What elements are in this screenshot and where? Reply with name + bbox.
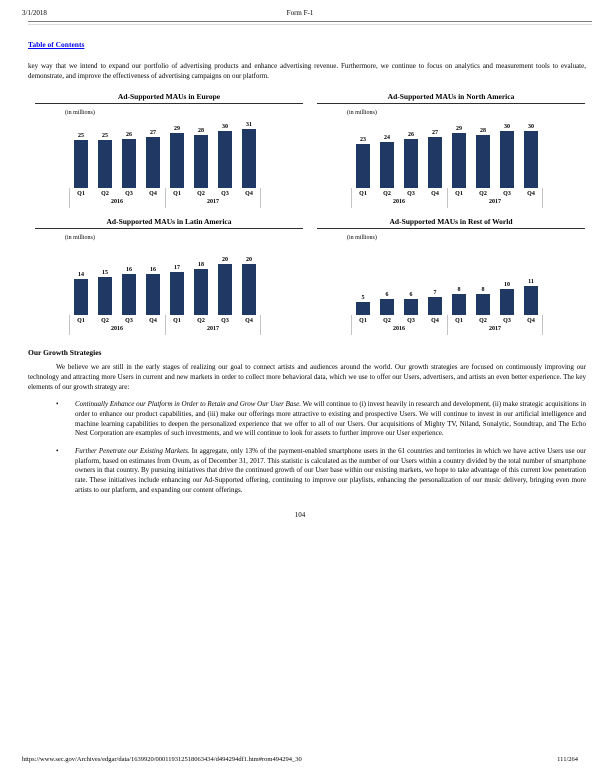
axis-separator <box>165 315 166 335</box>
bar-cell <box>519 279 543 315</box>
chart-units-label: (in millions) <box>347 235 377 242</box>
bar-cell <box>93 133 117 188</box>
year-group-label: 2017 <box>489 199 501 206</box>
bar <box>428 137 442 188</box>
axis-separator <box>542 315 543 335</box>
bar-cell <box>141 130 165 188</box>
chart-x-axis <box>351 188 543 208</box>
bar-value-label: 20 <box>246 257 252 264</box>
bar <box>98 140 112 188</box>
chart-x-axis <box>69 315 261 335</box>
bar <box>170 272 184 315</box>
x-tick-label: Q1 <box>455 318 463 325</box>
x-tick-label: Q4 <box>431 191 439 198</box>
bullet-item <box>56 447 586 495</box>
bar-value-label: 27 <box>150 130 156 137</box>
x-tick-label: Q1 <box>455 191 463 198</box>
bar-cell <box>519 124 543 188</box>
bar-value-label: 11 <box>528 279 534 286</box>
section-heading: Our Growth Strategies <box>28 348 102 358</box>
x-tick-label: Q1 <box>173 318 181 325</box>
bar <box>218 131 232 188</box>
print-footer <box>22 756 578 763</box>
bar-value-label: 31 <box>246 122 252 129</box>
bar-value-label: 28 <box>198 128 204 135</box>
bar-value-label: 8 <box>481 287 485 294</box>
x-tick-label: Q3 <box>125 191 133 198</box>
chart-plot-area <box>69 116 261 208</box>
bar <box>356 144 370 188</box>
bar-value-label: 25 <box>102 133 108 140</box>
x-tick-label: Q4 <box>527 191 535 198</box>
bar-cell <box>495 124 519 188</box>
bar-cell <box>471 128 495 188</box>
chart-title: Ad-Supported MAUs in North America <box>387 92 515 102</box>
bar <box>98 277 112 315</box>
bullet-lead-italic: Further Penetrate our Existing Markets. <box>75 446 190 455</box>
bar <box>356 302 370 315</box>
year-group-label: 2017 <box>207 199 219 206</box>
axis-separator <box>165 188 166 208</box>
bar <box>242 264 256 315</box>
bar-cell <box>237 257 261 315</box>
bar-cell <box>69 272 93 315</box>
x-tick-label: Q2 <box>479 191 487 198</box>
bar <box>170 133 184 188</box>
bar-value-label: 24 <box>384 135 390 142</box>
axis-separator <box>260 188 261 208</box>
bar-value-label: 20 <box>222 257 228 264</box>
bar-cell <box>399 132 423 188</box>
chart-bars <box>351 241 543 315</box>
bar <box>500 131 514 188</box>
bar-value-label: 28 <box>480 128 486 135</box>
axis-separator <box>69 188 70 208</box>
bar-cell <box>141 267 165 315</box>
chart-title-rule <box>35 228 303 229</box>
axis-separator <box>542 188 543 208</box>
bar-cell <box>237 122 261 188</box>
bar-value-label: 27 <box>432 130 438 137</box>
bar-value-label: 16 <box>126 267 132 274</box>
x-tick-label: Q3 <box>221 318 229 325</box>
bar-cell <box>189 262 213 315</box>
bar-value-label: 18 <box>198 262 204 269</box>
x-tick-label: Q4 <box>245 318 253 325</box>
year-group-label: 2017 <box>489 326 501 333</box>
year-group-label: 2016 <box>111 199 123 206</box>
bar-value-label: 8 <box>457 287 461 294</box>
bar-value-label: 6 <box>409 292 413 299</box>
x-tick-label: Q3 <box>503 191 511 198</box>
axis-separator <box>260 315 261 335</box>
bar <box>218 264 232 315</box>
header-date: 3/1/2018 <box>22 9 47 17</box>
bar-value-label: 7 <box>433 290 437 297</box>
chart-title-rule <box>317 228 585 229</box>
bar-cell <box>165 265 189 315</box>
bullet-lead-italic: Continually Enhance our Platform in Order to Retain and Grow Our User Base. <box>75 400 301 409</box>
bar <box>452 133 466 188</box>
bar <box>524 131 538 188</box>
chart-bars <box>351 116 543 188</box>
x-tick-label: Q2 <box>101 318 109 325</box>
bar <box>500 289 514 315</box>
bar-value-label: 15 <box>102 270 108 277</box>
x-tick-label: Q2 <box>197 191 205 198</box>
bar-value-label: 16 <box>150 267 156 274</box>
bar-value-label: 26 <box>408 132 414 139</box>
year-group-label: 2016 <box>393 326 405 333</box>
bar <box>452 294 466 315</box>
bullet-marker: • <box>56 446 59 455</box>
bar-cell <box>423 290 447 315</box>
chart-latin-america <box>35 217 303 335</box>
x-tick-label: Q2 <box>197 318 205 325</box>
year-group-label: 2017 <box>207 326 219 333</box>
charts-grid <box>35 92 585 335</box>
axis-separator <box>351 188 352 208</box>
axis-separator <box>447 188 448 208</box>
axis-separator <box>447 315 448 335</box>
chart-plot-area <box>351 241 543 335</box>
bar-value-label: 29 <box>174 126 180 133</box>
bar-cell <box>69 133 93 188</box>
bar-cell <box>117 267 141 315</box>
x-tick-label: Q2 <box>383 191 391 198</box>
bar <box>146 274 160 315</box>
chart-rest-of-world <box>317 217 585 335</box>
x-tick-label: Q3 <box>221 191 229 198</box>
bar-cell <box>93 270 117 315</box>
bar-cell <box>495 282 519 315</box>
bar-value-label: 14 <box>78 272 84 279</box>
bar-cell <box>471 287 495 315</box>
x-tick-label: Q1 <box>77 191 85 198</box>
x-tick-label: Q4 <box>149 318 157 325</box>
bar-value-label: 17 <box>174 265 180 272</box>
bar-cell <box>399 292 423 315</box>
chart-units-label: (in millions) <box>65 235 95 242</box>
chart-units-label: (in millions) <box>65 110 95 117</box>
x-tick-label: Q1 <box>359 191 367 198</box>
chart-title-rule <box>317 103 585 104</box>
bar <box>242 129 256 188</box>
bar <box>74 140 88 188</box>
bar <box>524 286 538 315</box>
x-tick-label: Q3 <box>407 191 415 198</box>
bar-value-label: 25 <box>78 133 84 140</box>
bar <box>380 142 394 188</box>
growth-paragraph: We believe we are still in the early stages of realizing our goal to connect artists and audiences around the world. Our growth strategies are focused on continuously improving our technology and attracting more Users in current and new markets in order to collect more behavioral data, which we use to offer our Users, advertisers, and artists an even better experience. The key elements of our growth strategy are: <box>28 363 586 391</box>
header-form-title: Form F-1 <box>286 9 314 17</box>
bar-cell <box>375 292 399 315</box>
bar <box>428 297 442 315</box>
header-spacer <box>428 9 578 17</box>
bar-value-label: 30 <box>222 124 228 131</box>
bar-cell <box>351 137 375 188</box>
header-divider <box>28 21 592 25</box>
bar <box>122 139 136 188</box>
bar-cell <box>117 132 141 188</box>
x-tick-label: Q4 <box>527 318 535 325</box>
footer-page-indicator: 111/264 <box>557 756 578 763</box>
bullet-item <box>56 400 586 439</box>
bar-cell <box>165 126 189 188</box>
chart-north-america <box>317 92 585 208</box>
x-tick-label: Q3 <box>503 318 511 325</box>
print-header <box>0 0 600 17</box>
x-tick-label: Q3 <box>125 318 133 325</box>
axis-separator <box>351 315 352 335</box>
bar <box>476 294 490 315</box>
chart-plot-area <box>351 116 543 208</box>
bar <box>146 137 160 188</box>
bar-cell <box>213 124 237 188</box>
bullet-text <box>75 447 586 495</box>
bar-cell <box>213 257 237 315</box>
x-tick-label: Q3 <box>407 318 415 325</box>
bar-cell <box>351 295 375 315</box>
x-tick-label: Q4 <box>431 318 439 325</box>
page-number: 104 <box>294 511 306 520</box>
bullet-marker: • <box>56 400 59 409</box>
chart-bars <box>69 116 261 188</box>
footer-url: https://www.sec.gov/Archives/edgar/data/1639920/000119312518063434/d494294df1.htm#rom494294_30 <box>22 756 302 763</box>
x-tick-label: Q1 <box>359 318 367 325</box>
chart-title: Ad-Supported MAUs in Latin America <box>106 217 232 227</box>
chart-title-rule <box>35 103 303 104</box>
bar-value-label: 29 <box>456 126 462 133</box>
chart-bars <box>69 241 261 315</box>
bar-cell <box>447 126 471 188</box>
x-tick-label: Q1 <box>77 318 85 325</box>
bar-value-label: 10 <box>504 282 510 289</box>
bar-value-label: 30 <box>504 124 510 131</box>
bullet-text <box>75 400 586 439</box>
bar <box>380 299 394 315</box>
chart-plot-area <box>69 241 261 335</box>
chart-x-axis <box>69 188 261 208</box>
bar-value-label: 6 <box>385 292 389 299</box>
axis-separator <box>69 315 70 335</box>
bar-value-label: 30 <box>528 124 534 131</box>
x-tick-label: Q1 <box>173 191 181 198</box>
x-tick-label: Q2 <box>383 318 391 325</box>
bar-value-label: 5 <box>361 295 365 302</box>
chart-europe <box>35 92 303 208</box>
x-tick-label: Q4 <box>149 191 157 198</box>
bar <box>404 139 418 188</box>
chart-x-axis <box>351 315 543 335</box>
bar-cell <box>423 130 447 188</box>
chart-title: Ad-Supported MAUs in Rest of World <box>389 217 513 227</box>
x-tick-label: Q4 <box>245 191 253 198</box>
bar <box>476 135 490 188</box>
x-tick-label: Q2 <box>101 191 109 198</box>
bar <box>194 269 208 315</box>
chart-title: Ad-Supported MAUs in Europe <box>117 92 221 102</box>
year-group-label: 2016 <box>111 326 123 333</box>
table-of-contents-link[interactable]: Table of Contents <box>28 40 85 49</box>
bullet-body: In aggregate, only 13% of the payment-enabled smartphone users in the 61 countries and territories in which we have active Users use our platform, based on estimates from Ovum, as of December 31, 2017. This statistic is calculated as the number of our Users within a country divided by the total number of smartphone owners in that country. By pursuing initiatives that drive the continued growth of our User base within our existing markets, we hope to take advantage of this current low penetration rate. These initiatives include enhancing our Ad-Supported offering, continuing to improve our playlists, enhancing the personalization of our music delivery, bringing even more artists to our platform, and expanding our content offerings. <box>75 446 587 494</box>
bar-cell <box>375 135 399 188</box>
bar-value-label: 26 <box>126 132 132 139</box>
bar-value-label: 23 <box>360 137 366 144</box>
intro-paragraph: key way that we intend to expand our portfolio of advertising products and enhance advertising revenue. Furthermore, we continue to focus on analytics and measurement tools to evaluate, demonstrate, and improve the effectiveness of advertising campaigns on our platform. <box>28 62 586 80</box>
bar <box>194 135 208 188</box>
chart-units-label: (in millions) <box>347 110 377 117</box>
x-tick-label: Q2 <box>479 318 487 325</box>
bar-cell <box>447 287 471 315</box>
bar <box>404 299 418 315</box>
year-group-label: 2016 <box>393 199 405 206</box>
bullet-body: We will continue to (i) invest heavily in research and development, (ii) make strategic acquisitions in order to enhance our product capabilities, and (iii) make our offerings more attractive to existing and prospective Users. We will continue to invest in our artificial intelligence and machine learning capabilities to deepen the personalized experience that we offer to all of our Users. Our acquisitions of Mighty TV, Niland, Sonalytic, Soundtrap, and The Echo Nest Corporation are examples of such investments, and we will continue to look for assets to further improve our User experience. <box>75 400 586 438</box>
bar <box>122 274 136 315</box>
bar <box>74 279 88 315</box>
growth-strategies-section <box>28 348 586 495</box>
bar-cell <box>189 128 213 188</box>
